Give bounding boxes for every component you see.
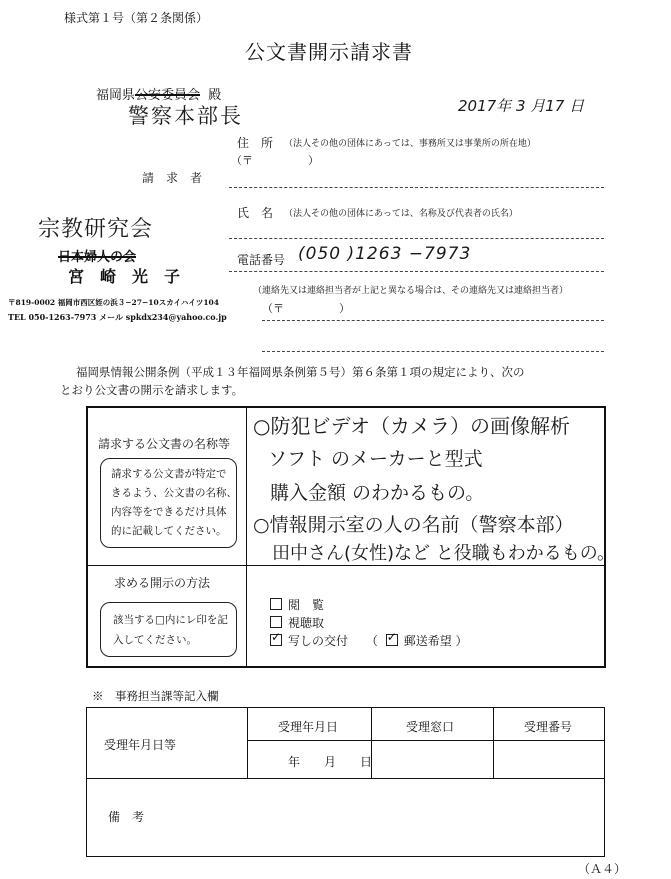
- mail-open-paren: （: [365, 634, 378, 648]
- address-postal: （〒 ）: [231, 154, 319, 167]
- doc-name-help-4: 的に記載してください。: [111, 525, 227, 537]
- stamp-struck-org: 日本婦人の会: [58, 250, 137, 265]
- method-help-1: 該当する□内にレ印を記: [113, 614, 228, 626]
- option-listen-checkbox[interactable]: [270, 616, 282, 628]
- remarks-label: 備 考: [108, 810, 145, 824]
- handwritten-line-5: 田中さん(女性)など と役職もわかるもの。: [272, 543, 616, 564]
- page-title: 公文書開示請求書: [245, 40, 413, 64]
- office-col-number: 受理番号: [524, 720, 573, 734]
- phone-value: (050 )1263 −7973: [298, 244, 472, 264]
- addressee-handwritten-office: 警察本部長: [128, 104, 243, 128]
- office-date-template: 年 月 日: [288, 755, 373, 769]
- option-copy-label: 写しの交付: [288, 634, 349, 648]
- addressee-struck-office: 公安委員会: [135, 88, 201, 103]
- contact-postal: （〒 ）: [262, 302, 350, 315]
- handwritten-line-2: ソフト のメーカーと型式: [268, 448, 483, 470]
- handwritten-line-1: ○防犯ビデオ（カメラ）の画像解析: [253, 414, 571, 438]
- addressee-prefecture: 福岡県: [96, 88, 136, 103]
- statement-line-1: 福岡県情報公開条例（平成１３年福岡県条例第５号）第６条第１項の規定により、次の: [76, 365, 525, 379]
- doc-name-help-1: 請求する公文書が特定で: [111, 468, 227, 480]
- option-listen-label: 視聴取: [288, 616, 325, 630]
- address-line-1: [229, 187, 604, 188]
- stamp-org-handwritten: 宗教研究会: [38, 217, 154, 242]
- doc-name-label: 請求する公文書の名称等: [98, 437, 231, 451]
- stamp-person: 宮 崎 光 子: [68, 267, 181, 286]
- method-label: 求める開示の方法: [114, 576, 211, 590]
- method-help-box: [100, 602, 237, 657]
- option-view-label: 閲 覧: [288, 598, 325, 612]
- contact-line-1: [262, 320, 604, 321]
- option-view[interactable]: [270, 596, 324, 613]
- name-note: （法人その他の団体にあっては、名称及び代表者の氏名）: [284, 209, 518, 219]
- name-label: 氏 名: [237, 206, 274, 220]
- stamp-address: 〒819-0002 福岡市西区姪の浜３−27−10スカイハイツ104: [8, 298, 219, 307]
- office-heading: ※ 事務担当課等記入欄: [92, 689, 219, 703]
- doc-name-help-3: 内容等をできるだけ具体: [111, 506, 227, 518]
- contact-note: （連絡先又は連絡担当者が上記と異なる場合は、その連絡先又は連絡担当者）: [253, 286, 569, 296]
- option-mail-label: 郵送希望: [403, 634, 452, 648]
- phone-label: 電話番号: [237, 253, 286, 267]
- option-copy[interactable]: [270, 632, 468, 649]
- mail-close-paren: ）: [455, 634, 468, 648]
- contact-line-2: [262, 351, 604, 352]
- addressee-honorific: 殿: [208, 88, 222, 103]
- option-view-checkbox[interactable]: [270, 598, 282, 610]
- phone-line: [229, 271, 604, 272]
- receipt-date-label: 受理年月日等: [104, 738, 177, 752]
- option-mail-checkbox[interactable]: [386, 634, 398, 646]
- request-date: 2017年 3 月17 日: [458, 97, 585, 115]
- office-col-window: 受理窓口: [406, 720, 455, 734]
- method-help-2: 入してください。: [113, 634, 197, 646]
- name-line: [229, 238, 604, 239]
- office-col-receipt-date: 受理年月日: [278, 720, 339, 734]
- stamp-contact: TEL 050-1263-7973 メール spkdx234@yahoo.co.jp: [8, 312, 227, 322]
- address-label: 住 所: [237, 136, 274, 150]
- address-note: （法人その他の団体にあっては、事務所又は事業所の所在地）: [284, 139, 536, 149]
- statement-line-2: とおり公文書の開示を請求します。: [60, 383, 244, 397]
- handwritten-line-3: 購入金額 のわかるもの。: [270, 482, 485, 504]
- paper-size: （Ａ４）: [578, 862, 627, 876]
- form-number: 様式第１号（第２条関係）: [64, 11, 209, 25]
- option-listen[interactable]: [270, 614, 324, 631]
- doc-name-help-2: きるよう、公文書の名称、: [111, 487, 237, 499]
- option-copy-checkbox[interactable]: [270, 634, 282, 646]
- handwritten-line-4: ○情報開示室の人の名前（警察本部）: [253, 514, 574, 536]
- requester-label: 請 求 者: [142, 171, 203, 185]
